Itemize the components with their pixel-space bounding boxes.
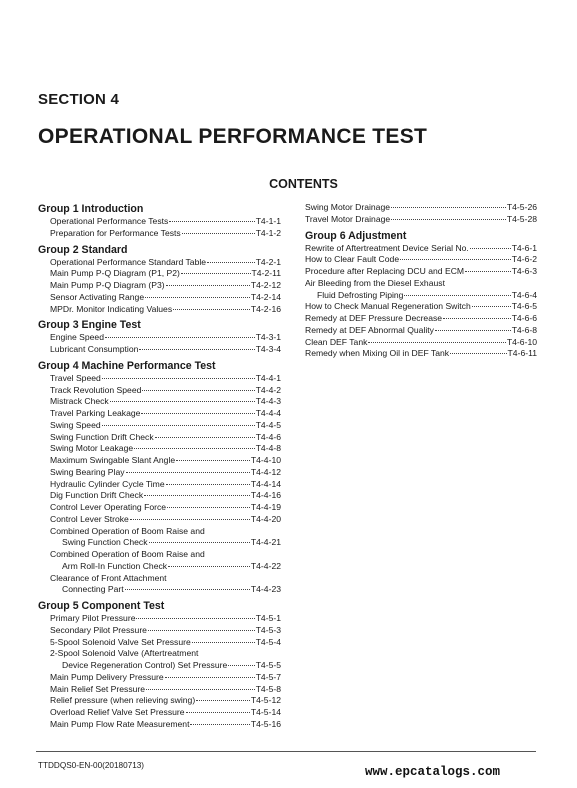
dot-leader [126, 472, 250, 473]
toc-entry-page: T4-4-5 [255, 419, 281, 430]
dot-leader [146, 689, 255, 690]
toc-entry-page: T4-4-21 [250, 537, 281, 548]
dot-leader [142, 390, 254, 391]
toc-entry-title: Rewrite of Aftertreatment Device Serial No. [305, 242, 469, 253]
toc-entry-page: T4-5-14 [250, 707, 281, 717]
toc-entry[interactable] [38, 268, 281, 280]
dot-leader [207, 262, 255, 263]
toc-entry[interactable] [50, 584, 281, 596]
watermark-url: www.epcatalogs.com [365, 765, 501, 779]
toc-entry[interactable] [38, 672, 281, 684]
toc-entry-title: Main Relief Set Pressure [50, 683, 146, 694]
toc-entry-page: T4-6-1 [511, 242, 537, 253]
dot-leader [166, 484, 250, 485]
toc-group [38, 360, 281, 596]
toc-entry-title: Air Bleeding from the Diesel Exhaust [305, 277, 445, 288]
dot-leader [173, 309, 250, 310]
dot-leader [149, 542, 250, 543]
toc-entry-page: T4-6-6 [511, 313, 537, 323]
toc-entry-multiline[interactable] [305, 278, 537, 302]
toc-entry-page: T4-6-5 [511, 301, 537, 312]
dot-leader [228, 665, 254, 666]
toc-entry-title: Clean DEF Tank [305, 336, 368, 347]
toc-entry[interactable] [38, 385, 281, 397]
toc-entry-title: Travel Motor Drainage [305, 213, 391, 224]
toc-entry-page: T4-4-2 [255, 384, 281, 395]
toc-entry-title: Primary Pilot Pressure [50, 613, 136, 623]
dot-leader [368, 342, 505, 343]
toc-entry[interactable] [38, 467, 281, 479]
dot-leader [155, 437, 255, 438]
toc-entry[interactable] [305, 325, 537, 337]
toc-entry-page: T4-4-19 [250, 502, 281, 512]
dot-leader [181, 273, 251, 274]
toc-entry[interactable] [38, 304, 281, 316]
toc-group [38, 600, 281, 731]
dot-leader [130, 519, 250, 520]
toc-entry-page: T4-2-11 [251, 268, 281, 279]
toc-entry-page: T4-4-16 [250, 490, 281, 501]
dot-leader [465, 271, 511, 272]
toc-entry-title: Main Pump Flow Rate Measurement [50, 718, 190, 729]
toc-group-title: Group 5 Component Test [38, 600, 165, 612]
dot-leader [391, 207, 506, 208]
toc-entry-page: T4-6-8 [511, 324, 537, 335]
toc-entry[interactable] [38, 228, 281, 240]
toc-group [305, 230, 537, 361]
dot-leader [139, 349, 254, 350]
toc-entry[interactable] [38, 707, 281, 719]
page-title: OPERATIONAL PERFORMANCE TEST [38, 125, 428, 148]
toc-entry[interactable] [305, 243, 537, 255]
toc-entry-page: T4-5-26 [506, 202, 537, 212]
toc-entry[interactable] [38, 613, 281, 625]
toc-entry[interactable] [38, 637, 281, 649]
toc-entry[interactable] [38, 490, 281, 502]
dot-leader [110, 401, 255, 402]
toc-entry-title: Preparation for Performance Tests [50, 227, 181, 238]
toc-entry-title: Travel Speed [50, 372, 101, 383]
toc-entry-page: T4-5-28 [506, 213, 537, 224]
toc-entry[interactable] [38, 625, 281, 637]
toc-entry-title: Combined Operation of Boom Raise and [50, 549, 205, 559]
toc-entry[interactable] [38, 479, 281, 491]
toc-entry-title: Control Lever Operating Force [50, 502, 167, 512]
toc-left-column [38, 202, 281, 735]
toc-entry-page: T4-5-12 [250, 695, 281, 706]
toc-entry-title: Main Pump Delivery Pressure [50, 671, 164, 682]
toc-entry-title: Lubricant Consumption [50, 344, 139, 354]
dot-leader [148, 630, 255, 631]
toc-entry-page: T4-6-4 [511, 289, 537, 300]
toc-entry[interactable] [305, 254, 537, 266]
toc-entry-page: T4-3-4 [255, 344, 281, 354]
toc-entry-title: Swing Motor Drainage [305, 202, 391, 212]
toc-entry[interactable] [38, 684, 281, 696]
toc-entry[interactable] [305, 313, 537, 325]
toc-entry-page: T4-4-23 [250, 584, 281, 595]
toc-entry[interactable] [38, 373, 281, 385]
toc-group [38, 319, 281, 356]
toc-entry-title: Sensor Activating Range [50, 291, 145, 302]
toc-entry-page: T4-6-3 [511, 266, 537, 276]
toc-entry[interactable] [38, 432, 281, 444]
toc-entry-title: MPDr. Monitor Indicating Values [50, 303, 173, 314]
toc-entry-title: How to Clear Fault Code [305, 254, 400, 265]
toc-entry-title: Swing Bearing Play [50, 466, 125, 477]
toc-entry[interactable] [38, 719, 281, 731]
dot-leader [192, 642, 255, 643]
toc-continued [305, 202, 537, 226]
toc-entry-title: Main Pump P-Q Diagram (P3) [50, 280, 165, 290]
dot-leader [169, 221, 254, 222]
toc-group [38, 203, 281, 240]
toc-entry-title: Swing Motor Leakage [50, 443, 134, 454]
dot-leader [165, 677, 255, 678]
dot-leader [141, 413, 254, 414]
toc-entry[interactable] [50, 537, 281, 549]
dot-leader [472, 306, 511, 307]
toc-entry-title: Engine Speed [50, 332, 104, 343]
toc-entry[interactable] [38, 280, 281, 292]
toc-group-title: Group 3 Engine Test [38, 319, 141, 332]
dot-leader [186, 712, 250, 713]
toc-entry[interactable] [38, 396, 281, 408]
toc-entry[interactable] [305, 348, 537, 360]
toc-entry[interactable] [305, 214, 537, 226]
dot-leader [176, 460, 250, 461]
footer-divider [36, 751, 536, 752]
dot-leader [167, 507, 250, 508]
toc-entry-title: Main Pump P-Q Diagram (P1, P2) [50, 268, 180, 279]
toc-entry-title: Clearance of Front Attachment [50, 572, 167, 583]
toc-entry-multiline[interactable] [38, 526, 281, 550]
toc-entry-multiline[interactable] [38, 573, 281, 597]
toc-entry-title: Track Revolution Speed [50, 384, 142, 395]
toc-entry-page: T4-2-14 [250, 291, 281, 302]
toc-entry-title: Mistrack Check [50, 396, 109, 407]
toc-entry-title: Swing Function Check [62, 537, 148, 548]
toc-entry-page: T4-4-20 [250, 513, 281, 524]
toc-entry-title: Control Lever Stroke [50, 513, 129, 524]
toc-entry-page: T4-4-6 [255, 431, 281, 442]
dot-leader [182, 233, 255, 234]
toc-entry-title: 5-Spool Solenoid Valve Set Pressure [50, 636, 191, 647]
toc-entry-title: Remedy when Mixing Oil in DEF Tank [305, 348, 450, 359]
toc-entry-title: Arm Roll-In Function Check [62, 560, 168, 571]
dot-leader [470, 248, 511, 249]
dot-leader [400, 259, 511, 260]
dot-leader [450, 353, 506, 354]
toc-entry[interactable] [38, 420, 281, 432]
toc-entry[interactable] [305, 301, 537, 313]
toc-entry-title: Remedy at DEF Pressure Decrease [305, 313, 443, 323]
dot-leader [145, 297, 250, 298]
dot-leader [404, 295, 510, 296]
toc-group-title: Group 6 Adjustment [305, 229, 407, 242]
dot-leader [443, 318, 511, 319]
toc-entry-title: Procedure after Replacing DCU and ECM [305, 266, 465, 276]
toc-entry-multiline[interactable] [38, 549, 281, 573]
dot-leader [196, 700, 250, 701]
toc-entry[interactable] [38, 443, 281, 455]
toc-entry-title: Connecting Part [62, 584, 124, 595]
toc-entry-title: Fluid Defrosting Piping [317, 289, 404, 300]
toc-entry-title: Device Regeneration Control) Set Pressure [62, 660, 228, 670]
toc-entry[interactable] [38, 292, 281, 304]
toc-entry-page: T4-2-16 [250, 303, 281, 314]
dot-leader [125, 589, 250, 590]
toc-entry-title: Hydraulic Cylinder Cycle Time [50, 478, 165, 489]
toc-entry-title: Operational Performance Standard Table [50, 256, 207, 267]
toc-entry[interactable] [38, 502, 281, 514]
toc-entry[interactable] [50, 561, 281, 573]
toc-entry[interactable] [38, 514, 281, 526]
toc-entry-page: T4-5-3 [255, 624, 281, 635]
toc-entry-page: T4-5-4 [255, 636, 281, 647]
toc-entry-page: T4-2-1 [255, 256, 281, 267]
toc-entry-page: T4-2-12 [250, 280, 281, 290]
toc-entry-multiline[interactable] [38, 648, 281, 672]
toc-entry-page: T4-4-1 [255, 372, 281, 383]
toc-entry-page: T4-6-10 [506, 336, 537, 347]
toc-entry-title: Secondary Pilot Pressure [50, 624, 147, 635]
toc-entry[interactable] [305, 290, 537, 302]
toc-entry[interactable] [305, 266, 537, 278]
toc-entry-title: Operational Performance Tests [50, 216, 169, 226]
toc-entry[interactable] [38, 695, 281, 707]
toc-entry-page: T4-5-5 [255, 660, 281, 670]
section-label: SECTION 4 [38, 91, 119, 108]
document-code: TTDDQS0-EN-00(20180713) [38, 761, 145, 770]
toc-entry-page: T4-4-14 [250, 478, 281, 489]
toc-group-title: Group 4 Machine Performance Test [38, 359, 216, 372]
dot-leader [435, 330, 511, 331]
toc-entry-title: Travel Parking Leakage [50, 408, 141, 418]
dot-leader [168, 566, 250, 567]
toc-entry-page: T4-4-3 [255, 396, 281, 407]
toc-right-column [305, 202, 537, 364]
toc-entry[interactable] [38, 332, 281, 344]
toc-entry[interactable] [305, 202, 537, 214]
toc-entry[interactable] [38, 216, 281, 228]
toc-entry-page: T4-5-16 [250, 718, 281, 729]
toc-entry-title: Combined Operation of Boom Raise and [50, 525, 205, 536]
toc-group-title: Group 2 Standard [38, 243, 128, 256]
toc-entry[interactable] [38, 257, 281, 269]
dot-leader [136, 618, 254, 619]
toc-entry-page: T4-4-8 [255, 443, 281, 454]
dot-leader [102, 425, 255, 426]
toc-entry-page: T4-4-22 [250, 560, 281, 571]
toc-entry-title: Swing Function Drift Check [50, 431, 154, 442]
dot-leader [166, 285, 250, 286]
toc-entry-page: T4-5-8 [255, 683, 281, 694]
toc-entry-page: T4-5-1 [255, 613, 281, 623]
toc-entry[interactable] [38, 455, 281, 467]
dot-leader [105, 337, 255, 338]
toc-entry-title: Maximum Swingable Slant Angle [50, 455, 176, 465]
toc-entry-page: T4-1-1 [255, 216, 281, 226]
toc-entry-page: T4-5-7 [255, 671, 281, 682]
contents-heading: CONTENTS [269, 177, 338, 191]
toc-entry-title: Swing Speed [50, 419, 101, 430]
toc-entry-title: Relief pressure (when relieving swing) [50, 695, 196, 706]
toc-entry-page: T4-4-12 [250, 466, 281, 477]
toc-group [38, 244, 281, 316]
dot-leader [144, 495, 250, 496]
toc-entry-title: How to Check Manual Regeneration Switch [305, 301, 471, 312]
dot-leader [391, 219, 506, 220]
toc-entry[interactable] [38, 344, 281, 356]
toc-entry-page: T4-4-10 [250, 455, 281, 465]
toc-group-title: Group 1 Introduction [38, 203, 144, 215]
toc-entry-title: Overload Relief Valve Set Pressure [50, 707, 185, 717]
toc-entry-page: T4-3-1 [255, 332, 281, 343]
toc-entry-page: T4-6-2 [511, 254, 537, 265]
toc-entry-title: Remedy at DEF Abnormal Quality [305, 324, 434, 335]
toc-entry-page: T4-4-4 [255, 408, 281, 418]
toc-entry[interactable] [305, 337, 537, 349]
toc-entry[interactable] [38, 408, 281, 420]
dot-leader [102, 378, 255, 379]
toc-entry-title: Dig Function Drift Check [50, 490, 144, 501]
toc-entry[interactable] [50, 660, 281, 672]
dot-leader [190, 724, 249, 725]
toc-entry-page: T4-6-11 [507, 348, 537, 359]
toc-entry-page: T4-1-2 [255, 227, 281, 238]
toc-entry-title: 2-Spool Solenoid Valve (Aftertreatment [50, 648, 199, 659]
dot-leader [134, 448, 255, 449]
